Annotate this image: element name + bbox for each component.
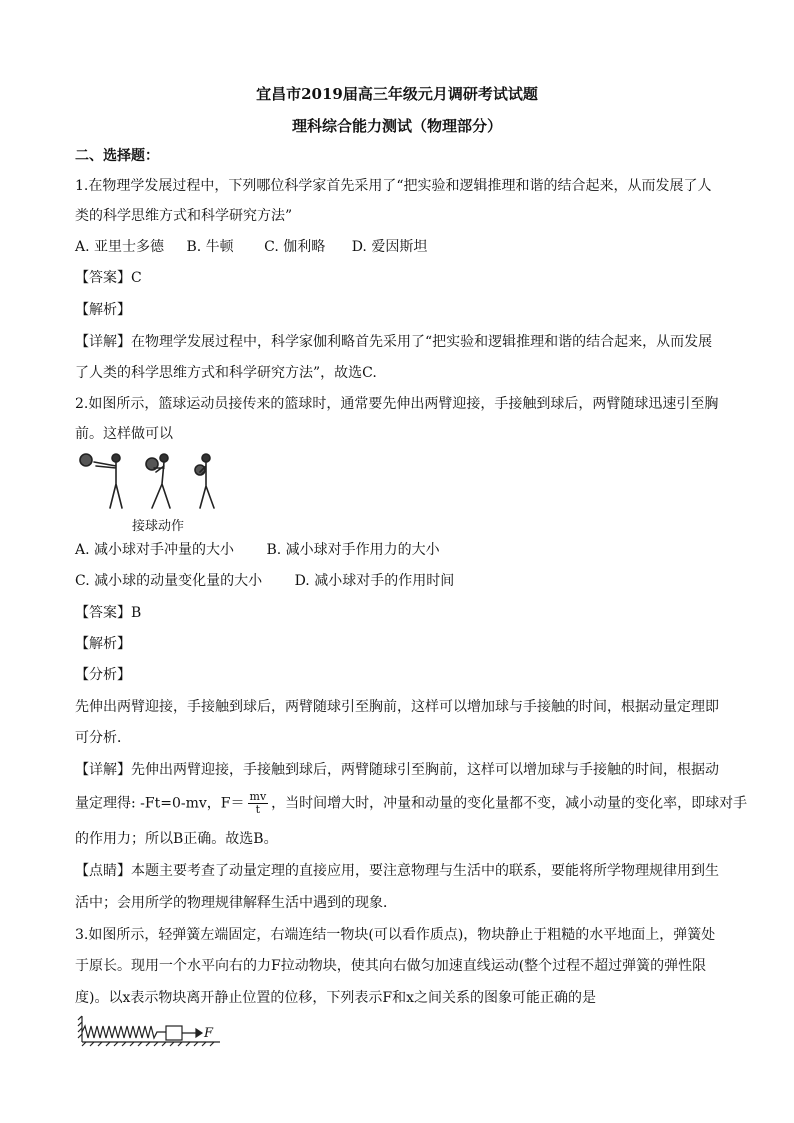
q1-answer: 【答案】C bbox=[75, 270, 142, 286]
q1-text-line-1: 1.在物理学发展过程中，下列哪位科学家首先采用了“把实验和逻辑推理和谐的结合起来，从而发展了人 bbox=[75, 178, 712, 194]
q1-options bbox=[75, 237, 427, 257]
q3-text-line-2: 于原长。现用一个水平向右的力F拉动物块，使其向右做匀加速直线运动(整个过程不超过弹簧的弹性限 bbox=[75, 958, 707, 974]
arrow-right-icon bbox=[196, 1029, 202, 1037]
q2-option-c: C. 减小球的动量变化量的大小 bbox=[75, 573, 263, 589]
ball-icon bbox=[80, 454, 92, 466]
page-title: 宜昌市2019届高三年级元月调研考试试题 bbox=[256, 85, 538, 103]
q1-option-d: D. 爱因斯坦 bbox=[351, 239, 428, 255]
q2-detail-line-2b: ，当时间增大时，冲量和动量的变化量都不变，减小动量的变化率，即球对手 bbox=[271, 795, 748, 812]
section-heading: 二、选择题： bbox=[75, 148, 159, 164]
q2-dianjing-line-1: 【点睛】本题主要考查了动量定理的直接应用，要注意物理与生活中的联系，要能将所学物理规律用到生 bbox=[75, 863, 719, 879]
q1-text-line-2: 类的科学思维方式和科学研究方法” bbox=[75, 208, 293, 224]
q1-analysis-label: 【解析】 bbox=[75, 302, 131, 318]
q2-options-ab bbox=[75, 540, 440, 560]
page-subtitle: 理科综合能力测试（物理部分） bbox=[291, 117, 502, 135]
q2-text-line-1: 2.如图所示，篮球运动员接传来的篮球时，通常要先伸出两臂迎接，手接触到球后，两臂随球迅速引至胸 bbox=[75, 396, 719, 412]
fraction-denominator: t bbox=[255, 803, 261, 816]
spring-block-figure bbox=[76, 1014, 226, 1048]
q2-option-a: A. 减小球对手冲量的大小 bbox=[75, 542, 235, 558]
q2-detail-line-2 bbox=[75, 791, 747, 816]
momentum-fraction bbox=[248, 791, 269, 816]
block-icon bbox=[166, 1026, 182, 1040]
catch-ball-figure bbox=[76, 450, 226, 514]
q3-text-line-3: 度)。以x表示物块离开静止位置的位移，下列表示F和x之间关系的图象可能正确的是 bbox=[75, 990, 596, 1006]
q2-fenxi-line-1: 先伸出两臂迎接，手接触到球后，两臂随球引至胸前，这样可以增加球与手接触的时间，根据动量定理即 bbox=[75, 699, 719, 715]
q1-detail-line-2: 了人类的科学思维方式和科学研究方法”，故选C. bbox=[75, 365, 377, 381]
fraction-numerator: mv bbox=[249, 790, 267, 803]
q2-answer: 【答案】B bbox=[75, 605, 142, 621]
figure-caption: 接球动作 bbox=[132, 519, 185, 534]
q1-detail-line-1: 【详解】在物理学发展过程中，科学家伽利略首先采用了“把实验和逻辑推理和谐的结合起来，从而发展 bbox=[75, 334, 713, 350]
spring-icon bbox=[82, 1026, 166, 1038]
q1-option-a: A. 亚里士多德 bbox=[75, 239, 165, 255]
q2-detail-line-3: 的作用力；所以B正确。故选B。 bbox=[75, 831, 278, 847]
q2-text-line-2: 前。这样做可以 bbox=[75, 426, 173, 442]
q2-fenxi-line-2: 可分析． bbox=[75, 730, 131, 746]
q2-detail-line-1: 【详解】先伸出两臂迎接，手接触到球后，两臂随球引至胸前，这样可以增加球与手接触的时间，根据动 bbox=[75, 762, 719, 778]
q1-option-b: B. 牛顿 bbox=[186, 239, 234, 255]
q2-options-cd bbox=[75, 571, 454, 591]
force-label: F bbox=[204, 1026, 214, 1041]
q2-fenxi-label: 【分析】 bbox=[75, 667, 131, 683]
q2-option-b: B. 减小球对手作用力的大小 bbox=[266, 542, 440, 558]
q2-analysis-label: 【解析】 bbox=[75, 636, 131, 652]
q2-detail-line-2a: 量定理得: -Ft=0-mv，F＝ bbox=[75, 795, 245, 812]
q2-option-d: D. 减小球对手的作用时间 bbox=[294, 573, 455, 589]
q2-dianjing-line-2: 活中；会用所学的物理规律解释生活中遇到的现象． bbox=[75, 895, 397, 911]
q1-option-c: C. 伽利略 bbox=[264, 239, 326, 255]
q3-text-line-1: 3.如图所示，轻弹簧左端固定，右端连结一物块(可以看作质点)，物块静止于粗糙的水平地面上，弹簧处 bbox=[75, 927, 716, 943]
